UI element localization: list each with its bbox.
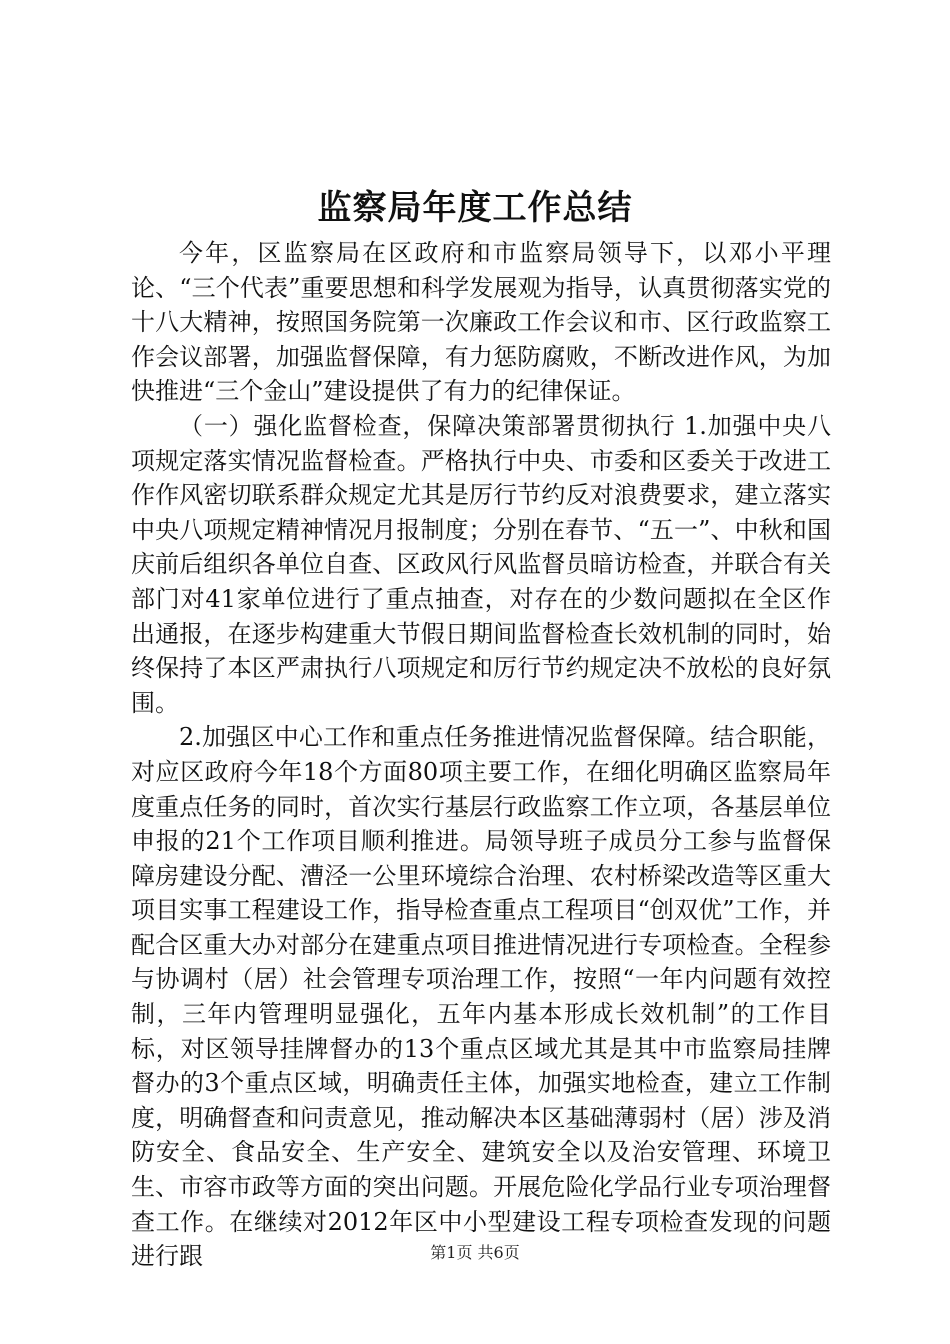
- paragraph-section-2: 2.加强区中心工作和重点任务推进情况监督保障。结合职能，对应区政府今年18个方面80项主要工作，在细化明确区监察局年度重点任务的同时，首次实行基层行政监察工作立项，各基层单位申报的21个工作项目顺利推进。局领导班子成员分工参与监督保障房建设分配、漕泾一公里环境综合治理、农村桥梁改造等区重大项目实事工程建设工作，指导检查重点工程项目“创双优”工作，并配合区重大办对部分在建重点项目推进情况进行专项检查。全程参与协调村（居）社会管理专项治理工作，按照“一年内问题有效控制，三年内管理明显强化，五年内基本形成长效机制”的工作目标，对区领导挂牌督办的13个重点区域尤其是其中市监察局挂牌督办的3个重点区域，明确责任主体，加强实地检查，建立工作制度，明确督查和问责意见，推动解决本区基础薄弱村（居）涉及消防安全、食品安全、生产安全、建筑安全以及治安管理、环境卫生、市容市政等方面的突出问题。开展危险化学品行业专项治理督查工作。在继续对2012年区中小型建设工程专项检查发现的问题进行跟: [131, 723, 831, 1271]
- paragraph-intro: 今年，区监察局在区政府和市监察局领导下，以邓小平理论、“三个代表”重要思想和科学发展观为指导，认真贯彻落实党的十八大精神，按照国务院第一次廉政工作会议和市、区行政监察工作会议部署，加强监督保障，有力惩防腐败，不断改进作风，为加快推进“三个金山”建设提供了有力的纪律保证。: [131, 239, 831, 406]
- page-number-footer: 第1页 共6页: [430, 1243, 520, 1262]
- document-title: 监察局年度工作总结: [317, 188, 633, 228]
- document-body: [131, 236, 831, 1274]
- paragraph-section-1: （一）强化监督检查，保障决策部署贯彻执行 1.加强中央八项规定落实情况监督检查。严格执行中央、市委和区委关于改进工作作风密切联系群众规定尤其是厉行节约反对浪费要求，建立落实中央八项规定精神情况月报制度；分别在春节、“五一”、中秋和国庆前后组织各单位自查、区政风行风监督员暗访检查，并联合有关部门对41家单位进行了重点抽查，对存在的少数问题拟在全区作出通报，在逐步构建重大节假日期间监督检查长效机制的同时，始终保持了本区严肃执行八项规定和厉行节约规定决不放松的良好氛围。: [131, 411, 831, 717]
